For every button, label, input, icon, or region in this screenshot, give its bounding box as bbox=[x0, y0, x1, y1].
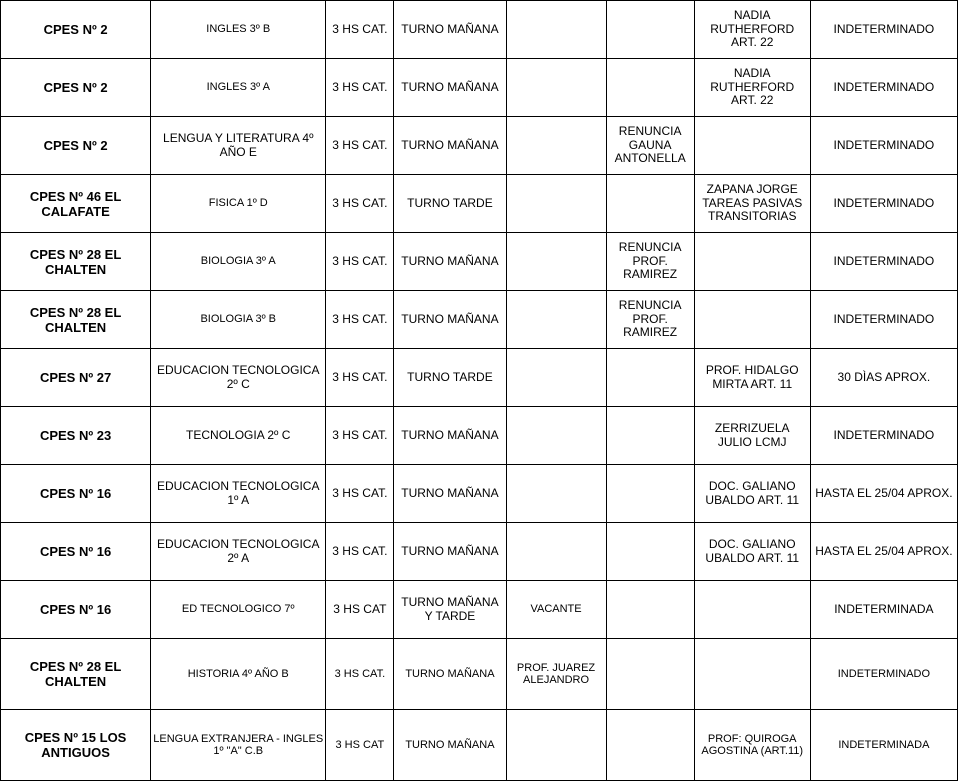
duration-cell: INDETERMINADO bbox=[810, 175, 957, 233]
reason-cell bbox=[606, 349, 694, 407]
holder-cell bbox=[694, 291, 810, 349]
hours-cell: 3 HS CAT. bbox=[326, 59, 394, 117]
table-row bbox=[1, 59, 958, 117]
holder-cell bbox=[694, 117, 810, 175]
duration-cell: HASTA EL 25/04 APROX. bbox=[810, 523, 957, 581]
shift-cell: TURNO MAÑANA Y TARDE bbox=[394, 581, 506, 639]
table-row bbox=[1, 175, 958, 233]
school-cell: CPES Nº 28 EL CHALTEN bbox=[1, 233, 151, 291]
table-row bbox=[1, 523, 958, 581]
school-cell: CPES Nº 28 EL CHALTEN bbox=[1, 639, 151, 710]
subject-cell: LENGUA EXTRANJERA - INGLES 1º "A" C.B bbox=[151, 710, 326, 781]
reason-cell bbox=[606, 710, 694, 781]
table-row bbox=[1, 465, 958, 523]
duration-cell: INDETERMINADO bbox=[810, 639, 957, 710]
hours-cell: 3 HS CAT. bbox=[326, 639, 394, 710]
duration-cell: INDETERMINADO bbox=[810, 59, 957, 117]
subject-cell: HISTORIA 4º AÑO B bbox=[151, 639, 326, 710]
assigned-cell: VACANTE bbox=[506, 581, 606, 639]
shift-cell: TURNO TARDE bbox=[394, 175, 506, 233]
reason-cell: RENUNCIA PROF. RAMIREZ bbox=[606, 291, 694, 349]
subject-cell: ED TECNOLOGICO 7º bbox=[151, 581, 326, 639]
hours-cell: 3 HS CAT. bbox=[326, 523, 394, 581]
school-cell: CPES Nº 16 bbox=[1, 581, 151, 639]
duration-cell: INDETERMINADO bbox=[810, 233, 957, 291]
subject-cell: BIOLOGIA 3º A bbox=[151, 233, 326, 291]
holder-cell: DOC. GALIANO UBALDO ART. 11 bbox=[694, 465, 810, 523]
shift-cell: TURNO MAÑANA bbox=[394, 465, 506, 523]
hours-cell: 3 HS CAT bbox=[326, 710, 394, 781]
table-row bbox=[1, 233, 958, 291]
subject-cell: FISICA 1º D bbox=[151, 175, 326, 233]
subject-cell: LENGUA Y LITERATURA 4º AÑO E bbox=[151, 117, 326, 175]
school-cell: CPES Nº 16 bbox=[1, 465, 151, 523]
shift-cell: TURNO MAÑANA bbox=[394, 1, 506, 59]
shift-cell: TURNO TARDE bbox=[394, 349, 506, 407]
table-row bbox=[1, 349, 958, 407]
table-row bbox=[1, 1, 958, 59]
duration-cell: INDETERMINADO bbox=[810, 117, 957, 175]
hours-cell: 3 HS CAT. bbox=[326, 407, 394, 465]
reason-cell bbox=[606, 407, 694, 465]
assigned-cell bbox=[506, 349, 606, 407]
reason-cell bbox=[606, 175, 694, 233]
subject-cell: TECNOLOGIA 2º C bbox=[151, 407, 326, 465]
hours-cell: 3 HS CAT. bbox=[326, 349, 394, 407]
holder-cell: NADIA RUTHERFORD ART. 22 bbox=[694, 1, 810, 59]
school-cell: CPES Nº 23 bbox=[1, 407, 151, 465]
school-cell: CPES Nº 28 EL CHALTEN bbox=[1, 291, 151, 349]
shift-cell: TURNO MAÑANA bbox=[394, 523, 506, 581]
shift-cell: TURNO MAÑANA bbox=[394, 291, 506, 349]
duration-cell: INDETERMINADO bbox=[810, 1, 957, 59]
hours-cell: 3 HS CAT. bbox=[326, 233, 394, 291]
assigned-cell bbox=[506, 465, 606, 523]
subject-cell: INGLES 3º B bbox=[151, 1, 326, 59]
reason-cell bbox=[606, 523, 694, 581]
assigned-cell bbox=[506, 175, 606, 233]
holder-cell bbox=[694, 581, 810, 639]
shift-cell: TURNO MAÑANA bbox=[394, 639, 506, 710]
table-row bbox=[1, 291, 958, 349]
holder-cell: ZAPANA JORGE TAREAS PASIVAS TRANSITORIAS bbox=[694, 175, 810, 233]
holder-cell bbox=[694, 639, 810, 710]
table-body bbox=[1, 1, 958, 781]
school-cell: CPES Nº 16 bbox=[1, 523, 151, 581]
reason-cell bbox=[606, 581, 694, 639]
duration-cell: INDETERMINADA bbox=[810, 710, 957, 781]
holder-cell: DOC. GALIANO UBALDO ART. 11 bbox=[694, 523, 810, 581]
assigned-cell bbox=[506, 233, 606, 291]
assigned-cell: PROF. JUAREZ ALEJANDRO bbox=[506, 639, 606, 710]
table-row bbox=[1, 407, 958, 465]
assigned-cell bbox=[506, 117, 606, 175]
subject-cell: INGLES 3º A bbox=[151, 59, 326, 117]
holder-cell: PROF: QUIROGA AGOSTINA (ART.11) bbox=[694, 710, 810, 781]
assigned-cell bbox=[506, 710, 606, 781]
table-row bbox=[1, 710, 958, 781]
school-cell: CPES Nº 2 bbox=[1, 1, 151, 59]
shift-cell: TURNO MAÑANA bbox=[394, 117, 506, 175]
duration-cell: INDETERMINADO bbox=[810, 291, 957, 349]
shift-cell: TURNO MAÑANA bbox=[394, 710, 506, 781]
duration-cell: INDETERMINADO bbox=[810, 407, 957, 465]
reason-cell bbox=[606, 465, 694, 523]
school-cell: CPES Nº 46 EL CALAFATE bbox=[1, 175, 151, 233]
duration-cell: HASTA EL 25/04 APROX. bbox=[810, 465, 957, 523]
school-cell: CPES Nº 15 LOS ANTIGUOS bbox=[1, 710, 151, 781]
school-cell: CPES Nº 2 bbox=[1, 59, 151, 117]
reason-cell bbox=[606, 59, 694, 117]
holder-cell bbox=[694, 233, 810, 291]
assigned-cell bbox=[506, 59, 606, 117]
school-cell: CPES Nº 2 bbox=[1, 117, 151, 175]
shift-cell: TURNO MAÑANA bbox=[394, 407, 506, 465]
hours-cell: 3 HS CAT bbox=[326, 581, 394, 639]
shift-cell: TURNO MAÑANA bbox=[394, 59, 506, 117]
subject-cell: EDUCACION TECNOLOGICA 1º A bbox=[151, 465, 326, 523]
reason-cell: RENUNCIA PROF. RAMIREZ bbox=[606, 233, 694, 291]
hours-cell: 3 HS CAT. bbox=[326, 465, 394, 523]
hours-cell: 3 HS CAT. bbox=[326, 291, 394, 349]
subject-cell: EDUCACION TECNOLOGICA 2º C bbox=[151, 349, 326, 407]
subject-cell: EDUCACION TECNOLOGICA 2º A bbox=[151, 523, 326, 581]
holder-cell: PROF. HIDALGO MIRTA ART. 11 bbox=[694, 349, 810, 407]
holder-cell: ZERRIZUELA JULIO LCMJ bbox=[694, 407, 810, 465]
duration-cell: 30 DÌAS APROX. bbox=[810, 349, 957, 407]
table-row bbox=[1, 581, 958, 639]
duration-cell: INDETERMINADA bbox=[810, 581, 957, 639]
assigned-cell bbox=[506, 291, 606, 349]
table-row bbox=[1, 117, 958, 175]
shift-cell: TURNO MAÑANA bbox=[394, 233, 506, 291]
holder-cell: NADIA RUTHERFORD ART. 22 bbox=[694, 59, 810, 117]
reason-cell bbox=[606, 1, 694, 59]
hours-cell: 3 HS CAT. bbox=[326, 175, 394, 233]
reason-cell bbox=[606, 639, 694, 710]
assigned-cell bbox=[506, 523, 606, 581]
assigned-cell bbox=[506, 1, 606, 59]
assigned-cell bbox=[506, 407, 606, 465]
reason-cell: RENUNCIA GAUNA ANTONELLA bbox=[606, 117, 694, 175]
school-cell: CPES Nº 27 bbox=[1, 349, 151, 407]
subject-cell: BIOLOGIA 3º B bbox=[151, 291, 326, 349]
hours-cell: 3 HS CAT. bbox=[326, 117, 394, 175]
table-row bbox=[1, 639, 958, 710]
hours-cell: 3 HS CAT. bbox=[326, 1, 394, 59]
